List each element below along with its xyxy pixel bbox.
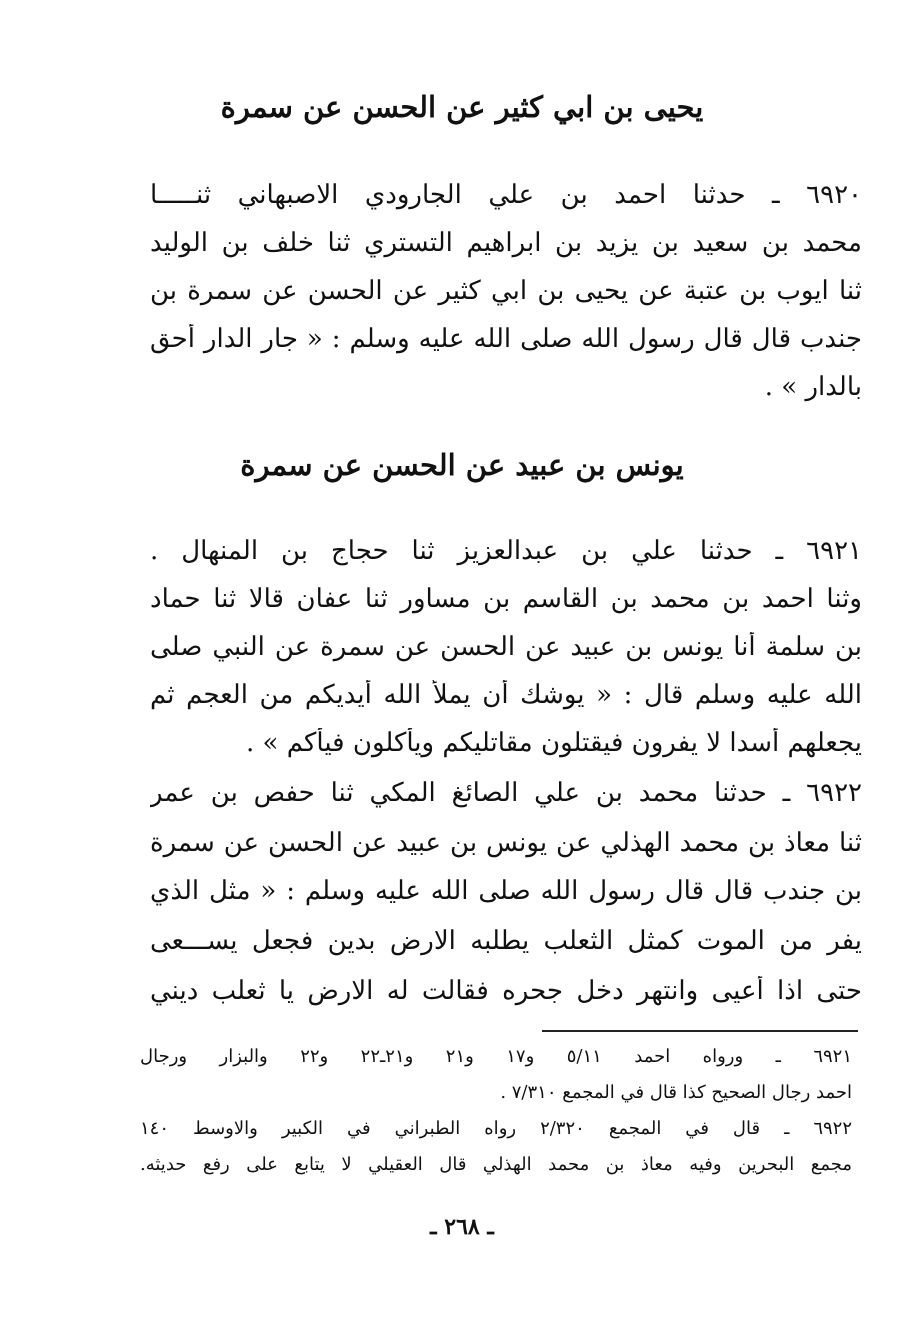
section-heading-1: يحيى بن ابي كثير عن الحسن عن سمرة — [220, 90, 704, 124]
footnote-line: ٦٩٢١ ـ ورواه احمد ٥/١١ و١٧ و٢١ و٢١ـ٢٢ و٢٢ والبزار ورجال — [140, 1046, 852, 1067]
footnote-line: مجمع البحرين وفيه معاذ بن محمد الهذلي قال العقيلي لا يتابع على رفع حديثه. — [140, 1154, 852, 1175]
page-number: ـ ٢٦٨ ـ — [430, 1214, 494, 1240]
footnote-line: ٦٩٢٢ ـ قال في المجمع ٢/٣٢٠ رواه الطبراني في الكبير والاوسط ١٤٠ — [140, 1118, 852, 1139]
text-line: بالدار » . — [764, 372, 862, 402]
text-line: وثنا احمد بن محمد بن القاسم بن مساور ثنا عفان قالا ثنا حماد — [150, 584, 862, 614]
text-line: الله عليه وسلم قال : « يوشك أن يملأ الله أيديكم من العجم ثم — [150, 680, 862, 710]
text-line: جندب قال قال رسول الله صلى الله عليه وسلم : « جار الدار أحق — [150, 324, 862, 354]
text-line: ثنا معاذ بن محمد الهذلي عن يونس بن عبيد عن الحسن عن سمرة — [150, 828, 862, 858]
text-line: يفر من الموت كمثل الثعلب يطلبه الارض بدين فجعل يســـعى — [150, 926, 862, 956]
text-line: محمد بن سعيد بن يزيد بن ابراهيم التستري ثنا خلف بن الوليد — [150, 228, 862, 258]
text-line: حتى اذا أعيى وانتهر دخل جحره فقالت له الارض يا ثعلب ديني — [150, 976, 862, 1006]
text-line: ٦٩٢٠ ـ حدثنا احمد بن علي الجارودي الاصبهاني ثنـــــا — [150, 180, 862, 210]
text-line: بن سلمة أنا يونس بن عبيد عن الحسن عن سمرة عن النبي صلى — [150, 632, 862, 662]
text-line: ٦٩٢٢ ـ حدثنا محمد بن علي الصائغ المكي ثنا حفص بن عمر — [150, 778, 862, 808]
text-line: بن جندب قال قال رسول الله صلى الله عليه وسلم : « مثل الذي — [150, 876, 862, 906]
text-line: يجعلهم أسدا لا يفرون فيقتلون مقاتليكم ويأكلون فيأكم » . — [246, 728, 862, 758]
text-line: ثنا ايوب بن عتبة عن يحيى بن ابي كثير عن الحسن عن سمرة بن — [150, 276, 862, 306]
footnote-divider — [542, 1030, 858, 1032]
footnote-line: احمد رجال الصحيح كذا قال في المجمع ٧/٣١٠ . — [500, 1082, 852, 1103]
section-heading-2: يونس بن عبيد عن الحسن عن سمرة — [240, 448, 684, 482]
text-line: ٦٩٢١ ـ حدثنا علي بن عبدالعزيز ثنا حجاج بن المنهال . — [150, 536, 862, 566]
